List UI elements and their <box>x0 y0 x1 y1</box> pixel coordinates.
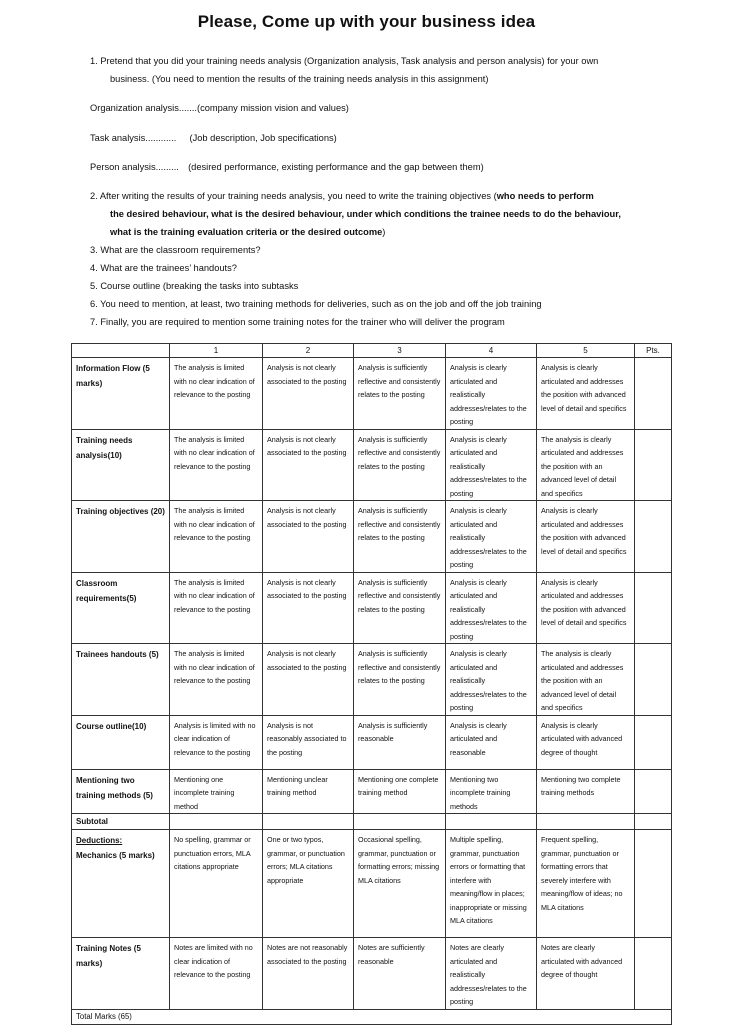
rubric-row <box>72 358 672 430</box>
rubric-criterion: Training Notes (5 marks) <box>72 938 170 1010</box>
rubric-points-cell <box>635 572 672 644</box>
rubric-points-cell <box>635 769 672 814</box>
rubric-cell: No spelling, grammar or punctuation errors, MLA citations appropriate <box>170 830 263 938</box>
rubric-cell: One or two typos, grammar, or punctuation errors; MLA citations appropriate <box>263 830 354 938</box>
organization-analysis-line <box>90 103 349 113</box>
instruction-item-6: 6. You need to mention, at least, two training methods for deliveries, such as on the job and off the job training <box>90 299 542 309</box>
instruction-2-bold-2: the desired behaviour, what is the desired behaviour, under which conditions the trainee needs to do the behaviour, <box>110 209 621 219</box>
rubric-cell: Analysis is clearly articulated and addresses the position with advanced level of detail and specifics <box>537 501 635 573</box>
rubric-points-cell <box>635 715 672 769</box>
rubric-criterion: Training needs analysis(10) <box>72 429 170 501</box>
rubric-header-cell: 5 <box>537 344 635 358</box>
rubric-criterion: Course outline(10) <box>72 715 170 769</box>
rubric-cell: Mentioning two complete training methods <box>537 769 635 814</box>
rubric-cell: Analysis is limited with no clear indication of relevance to the posting <box>170 715 263 769</box>
rubric-total-row <box>72 1009 672 1024</box>
rubric-row <box>72 715 672 769</box>
rubric-header-cell: 4 <box>446 344 537 358</box>
rubric-criterion: Classroom requirements(5) <box>72 572 170 644</box>
rubric-cell: Analysis is not clearly associated to the posting <box>263 429 354 501</box>
rubric-subtotal-row <box>72 814 672 830</box>
instruction-1-line-1: 1. Pretend that you did your training needs analysis (Organization analysis, Task analysis and person analysis) for your own <box>90 56 599 66</box>
instruction-item-7: 7. Finally, you are required to mention some training notes for the trainer who will deliver the program <box>90 317 505 327</box>
rubric-cell <box>537 814 635 830</box>
instruction-2-line-1 <box>90 187 650 205</box>
rubric-cell: Analysis is clearly articulated with advanced degree of thought <box>537 715 635 769</box>
rubric-cell: Notes are clearly articulated with advanced degree of thought <box>537 938 635 1010</box>
instruction-1-line-2: business. (You need to mention the results of the training needs analysis in this assignment) <box>110 74 489 84</box>
rubric-deductions-row <box>72 830 672 938</box>
rubric-cell: Analysis is not clearly associated to the posting <box>263 501 354 573</box>
instruction-2-bold-1: who needs to perform <box>496 191 594 201</box>
rubric-header-cell: 2 <box>263 344 354 358</box>
rubric-row <box>72 769 672 814</box>
rubric-cell: Analysis is clearly articulated and addresses the position with advanced level of detail and specifics <box>537 572 635 644</box>
rubric-cell <box>354 814 446 830</box>
rubric-cell: Analysis is not clearly associated to the posting <box>263 644 354 716</box>
instruction-2-line-3 <box>90 223 650 241</box>
rubric-row <box>72 938 672 1010</box>
rubric-cell: Frequent spelling, grammar, punctuation or formatting errors that severely interfere with meaning/flow of ideas; no MLA citations <box>537 830 635 938</box>
rubric-cell: Analysis is clearly articulated and realistically addresses/relates to the posting <box>446 358 537 430</box>
rubric-cell: Analysis is clearly articulated and addresses the position with advanced level of detail and specifics <box>537 358 635 430</box>
task-analysis-text: (Job description, Job specifications) <box>189 133 337 143</box>
instruction-2-bold-3: what is the training evaluation criteria or the desired outcome <box>110 227 383 237</box>
rubric-header-cell: Pts. <box>635 344 672 358</box>
rubric-cell: Analysis is sufficiently reflective and consistently relates to the posting <box>354 429 446 501</box>
rubric-points-cell <box>635 429 672 501</box>
rubric-cell: Analysis is sufficiently reflective and consistently relates to the posting <box>354 358 446 430</box>
rubric-cell: The analysis is clearly articulated and addresses the position with an advanced level of detail and specifics <box>537 644 635 716</box>
person-analysis-line <box>90 162 484 172</box>
rubric-cell: Analysis is clearly articulated and realistically addresses/relates to the posting <box>446 501 537 573</box>
rubric-cell: Analysis is clearly articulated and reasonable <box>446 715 537 769</box>
rubric-cell: Analysis is sufficiently reflective and consistently relates to the posting <box>354 501 446 573</box>
deductions-label: Deductions: <box>76 836 123 845</box>
rubric-header-cell: 1 <box>170 344 263 358</box>
rubric-cell: Analysis is clearly articulated and realistically addresses/relates to the posting <box>446 644 537 716</box>
rubric-subtotal-label: Subtotal <box>72 814 170 830</box>
rubric-points-cell <box>635 938 672 1010</box>
grading-rubric-table <box>71 343 672 1025</box>
rubric-cell: Mentioning two incomplete training methods <box>446 769 537 814</box>
mechanics-label: Mechanics (5 marks) <box>76 851 155 860</box>
rubric-header-cell <box>72 344 170 358</box>
rubric-cell: Notes are clearly articulated and realistically addresses/relates to the posting <box>446 938 537 1010</box>
rubric-cell: Mentioning one incomplete training method <box>170 769 263 814</box>
rubric-cell: The analysis is limited with no clear indication of relevance to the posting <box>170 501 263 573</box>
rubric-cell: Notes are sufficiently reasonable <box>354 938 446 1010</box>
rubric-cell: The analysis is limited with no clear indication of relevance to the posting <box>170 358 263 430</box>
rubric-criterion: Mentioning two training methods (5) <box>72 769 170 814</box>
instruction-2-end: ) <box>382 227 386 237</box>
page-title: Please, Come up with your business idea <box>197 12 536 31</box>
rubric-points-cell <box>635 358 672 430</box>
rubric-cell: The analysis is clearly articulated and addresses the position with an advanced level of detail and specifics <box>537 429 635 501</box>
rubric-cell: Analysis is clearly articulated and realistically addresses/relates to the posting <box>446 429 537 501</box>
rubric-header-row <box>72 344 672 358</box>
rubric-cell: The analysis is limited with no clear indication of relevance to the posting <box>170 429 263 501</box>
rubric-row <box>72 572 672 644</box>
instruction-item-5: 5. Course outline (breaking the tasks into subtasks <box>90 281 299 291</box>
rubric-cell: Analysis is sufficiently reasonable <box>354 715 446 769</box>
rubric-row <box>72 501 672 573</box>
rubric-cell: The analysis is limited with no clear indication of relevance to the posting <box>170 644 263 716</box>
rubric-cell: Notes are limited with no clear indication of relevance to the posting <box>170 938 263 1010</box>
rubric-cell: Notes are not reasonably associated to the posting <box>263 938 354 1010</box>
rubric-points-cell <box>635 814 672 830</box>
rubric-cell <box>170 814 263 830</box>
rubric-points-cell <box>635 830 672 938</box>
instruction-2-start: 2. After writing the results of your training needs analysis, you need to write the training objectives ( <box>90 191 497 201</box>
task-analysis-label: Task analysis............ <box>90 133 177 143</box>
rubric-cell: Multiple spelling, grammar, punctuation errors or formatting that interfere with meaning/flow in places; inappropriate or missing MLA citations <box>446 830 537 938</box>
rubric-cell: Analysis is not clearly associated to the posting <box>263 572 354 644</box>
rubric-cell <box>263 814 354 830</box>
instruction-item-1 <box>90 52 650 88</box>
rubric-cell: The analysis is limited with no clear indication of relevance to the posting <box>170 572 263 644</box>
person-analysis-label: Person analysis......... <box>90 162 179 172</box>
rubric-criterion: Information Flow (5 marks) <box>72 358 170 430</box>
rubric-points-cell <box>635 501 672 573</box>
rubric-cell: Analysis is clearly articulated and realistically addresses/relates to the posting <box>446 572 537 644</box>
instruction-items-2-7 <box>90 187 650 331</box>
rubric-deductions-criterion <box>72 830 170 938</box>
rubric-cell: Analysis is sufficiently reflective and consistently relates to the posting <box>354 572 446 644</box>
rubric-points-cell <box>635 644 672 716</box>
person-analysis-text: (desired performance, existing performance and the gap between them) <box>188 162 484 172</box>
rubric-header-cell: 3 <box>354 344 446 358</box>
rubric-cell: Analysis is not clearly associated to the posting <box>263 358 354 430</box>
instruction-item-4: 4. What are the trainees’ handouts? <box>90 263 237 273</box>
rubric-criterion: Trainees handouts (5) <box>72 644 170 716</box>
organization-analysis-label: Organization analysis....... <box>90 103 197 113</box>
rubric-row <box>72 644 672 716</box>
rubric-total-label: Total Marks (65) <box>72 1009 672 1024</box>
rubric-criterion: Training objectives (20) <box>72 501 170 573</box>
rubric-cell: Occasional spelling, grammar, punctuation or formatting errors; missing MLA citations <box>354 830 446 938</box>
rubric-cell: Analysis is not reasonably associated to the posting <box>263 715 354 769</box>
rubric-cell <box>446 814 537 830</box>
instruction-item-3: 3. What are the classroom requirements? <box>90 245 261 255</box>
organization-analysis-text: (company mission vision and values) <box>196 103 349 113</box>
rubric-row <box>72 429 672 501</box>
rubric-cell: Analysis is sufficiently reflective and consistently relates to the posting <box>354 644 446 716</box>
rubric-cell: Mentioning one complete training method <box>354 769 446 814</box>
rubric-cell: Mentioning unclear training method <box>263 769 354 814</box>
task-analysis-line <box>90 133 337 143</box>
